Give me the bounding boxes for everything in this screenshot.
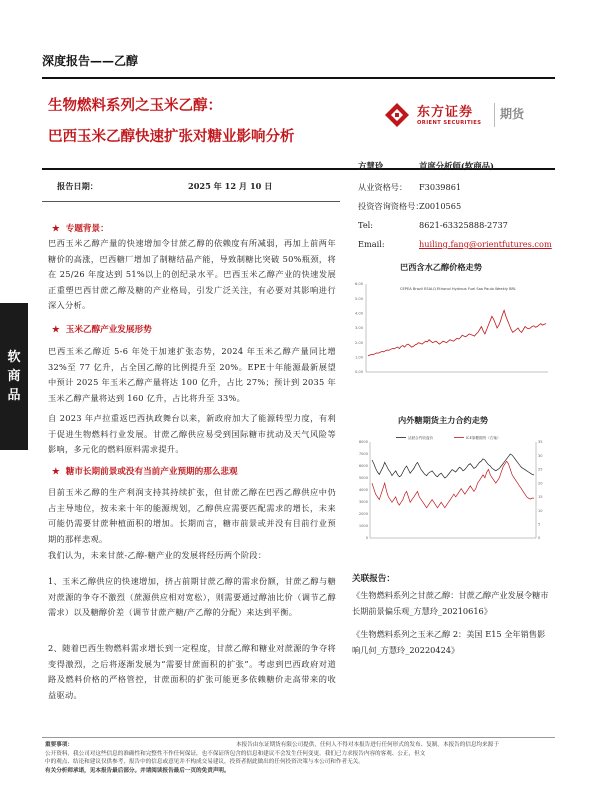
- section-industry-text-2: 自 2023 年卢拉重返巴西执政舞台以来，新政府加大了能源转型力度，有利于促进生物燃料行业发展。甘蔗乙醇供应易受到国际糖市扰动及天气风险等影响，多元化的燃料原料需求提升。: [48, 413, 336, 455]
- analyst-row-email-label: Email:: [358, 239, 385, 249]
- section-outlook-text-1: 目前玉米乙醇的生产利润支持其持续扩张，但甘蔗乙醇在巴西乙醇供应中仍占主导地位，按未来十年的能源规划，乙醇供应需要匹配需求的增长，未来可能仍需要甘蔗种植面积的增加。长期而言，糖市前景或并没有目前行业预期的那样悲观。: [48, 487, 336, 544]
- chart2-legend-b: ICE原糖期货（右轴）: [466, 436, 501, 440]
- side-tab-char: 商: [7, 369, 21, 384]
- logo-futures: 期货: [500, 107, 525, 121]
- chart2-y-tick-left: 2000: [358, 512, 368, 517]
- chart1-legend: CEPEA Brazil ESALQ Ethanol Hydrous Fuel Sao Paulo Weekly BRL: [400, 287, 517, 291]
- analyst-row-advisory-label: 投资咨询资格号：: [358, 201, 424, 211]
- analyst-row-advisory-value: Z0010565: [419, 201, 462, 211]
- logo-company-name: 东方证券: [417, 105, 474, 120]
- chart2-y-tick-right: 30: [538, 453, 543, 458]
- date-rule: [42, 201, 340, 202]
- logo-english-name: ORIENT SECURITIES: [417, 120, 482, 126]
- chart1-y-tick: 3.00: [354, 326, 363, 331]
- logo-divider: [494, 103, 495, 127]
- title-line-2: 巴西玉米乙醇快速扩张对糖业影响分析: [48, 129, 295, 145]
- chart2-y-tick-right: 20: [538, 481, 543, 486]
- chart1-y-tick: 5.00: [354, 296, 363, 301]
- chart1-y-tick: 0.00: [354, 370, 363, 375]
- section-industry-text-1: 巴西玉米乙醇近 5-6 年处于加速扩张态势，2024 年玉米乙醇产量同比增 32%至 77 亿升，占全国乙醇的比例提升至 20%。EPE十年能源最新展望中预计 2025 年玉米乙醇产量将达 100 亿升，占比 27%；预计到 2035 年玉米乙醇产量将达到 160 亿升，占比将升至 33%。: [48, 346, 336, 403]
- header-rule-top: [42, 77, 555, 79]
- chart1-ethanol-price: [348, 276, 553, 396]
- chart2-y-tick-left: 0: [365, 536, 368, 541]
- side-tab-char: 软: [7, 350, 21, 365]
- section-heading-outlook: [52, 465, 238, 477]
- chart2-y-tick-right: 10: [538, 508, 543, 513]
- star-icon: ★: [52, 224, 60, 234]
- chart2-y-tick-left: 1000: [358, 524, 368, 529]
- chart2-y-tick-left: 6000: [358, 464, 368, 469]
- analyst-row-license-value: F3039861: [419, 182, 462, 192]
- chart1-y-tick: 4.00: [354, 311, 363, 316]
- analyst-row-license-label: 从业资格号：: [358, 182, 408, 192]
- section-background-text: 巴西玉米乙醇产量的快速增加令甘蔗乙醇的依赖度有所减弱，再加上前两年糖价的高涨，巴西糖厂增加了制糖结晶产能，导致制糖比突破 50%瓶颈，将在 25/26 年度达到 51%以上的创纪录水平。巴西玉米乙醇产业的快速发展正重塑巴西甘蔗乙醇及糖的产业格局，引发广泛关注，有必要对其影响进行深入分析。: [48, 238, 336, 311]
- report-date-label: 报告日期：: [57, 181, 98, 191]
- disclaimer-line-4: 有关分析师承诺，见本报告最后部分。并请阅读报告最后一页的免责声明。: [45, 768, 230, 774]
- chart2-y-tick-right: 0: [538, 536, 541, 541]
- disclaimer-line-3: 中的观点、结论和建议仅供参考，报告中的信息或意见并不构成交易建议，投资者据此做出的任何投资决策与本公司和作者无关。: [45, 759, 364, 765]
- chart2-y-tick-left: 7000: [358, 452, 368, 457]
- chart2-sugar-futures: [348, 430, 553, 558]
- chart2-title: 内外糖期货主力合约走势: [398, 415, 489, 425]
- section-outlook-text-3: 1、玉米乙醇供应的快速增加，挤占前期甘蔗乙醇的需求份额，甘蔗乙醇与糖对蔗源的争夺不激烈（蔗源供应相对宽松），则需要通过醇油比价（调节乙醇需求）以及糖醇价差（调节甘蔗产糖/产乙醇的分配）来达到平衡。: [48, 576, 336, 618]
- chart2-y-tick-left: 3000: [358, 500, 368, 505]
- logo-emblem-icon: [382, 101, 412, 131]
- analyst-title: 首席分析师(软商品): [419, 161, 494, 171]
- chart2-y-tick-right: 5: [538, 522, 541, 527]
- chart2-y-tick-left: 8000: [358, 440, 368, 445]
- section-heading-industry: [52, 323, 152, 335]
- chart1-series-line: [368, 310, 546, 356]
- section-outlook-text-4: 2、随着巴西生物燃料需求增长到一定程度，甘蔗乙醇和糖业对蔗源的争夺将变得激烈，之后将逐渐发展为“需要甘蔗面积的扩张”。考虑到巴西政府对道路及燃料价格的严格管控，甘蔗面积的扩张可能更多依赖糖价走高带来的收益驱动。: [48, 643, 336, 700]
- chart2-series-line-b: [372, 461, 534, 508]
- section-heading-text: 专题背景：: [65, 224, 109, 234]
- chart2-y-tick-right: 15: [538, 495, 543, 500]
- chart2-legend-a: 活跃合约收盘价: [408, 436, 434, 440]
- chart1-title: 巴西含水乙醇价格走势: [400, 262, 482, 272]
- chart1-y-tick: 1.00: [354, 355, 363, 360]
- analyst-name: 方慧玲: [358, 161, 384, 171]
- chart2-y-tick-left: 5000: [358, 476, 368, 481]
- company-logo: [382, 99, 532, 135]
- chart1-y-tick: 2.00: [354, 340, 363, 345]
- section-heading-background: [52, 222, 109, 234]
- star-icon: ★: [52, 467, 60, 477]
- section-heading-text: 玉米乙醇产业发展形势: [65, 325, 152, 335]
- star-icon: ★: [52, 325, 60, 335]
- related-report-link[interactable]: 《生物燃料系列之玉米乙醇 2：美国 E15 全年销售影响几何_方慧玲_20220424》: [352, 629, 546, 655]
- analyst-email-link[interactable]: huiling.fang@orientfutures.com: [419, 239, 552, 249]
- side-tab-char: 品: [7, 388, 21, 403]
- section-outlook-text-2: 我们认为，未来甘蔗-乙醇-糖产业的发展将经历两个阶段：: [48, 550, 267, 560]
- chart2-series-line-a: [372, 454, 534, 478]
- chart1-y-tick: 6.00: [354, 282, 363, 287]
- disclaimer-line-1: 本报告由东证期货有限公司提供，任何人不得对本报告进行任何形式的发布、复制。本报告的信息均来源于: [236, 742, 499, 748]
- chart2-y-tick-right: 25: [538, 467, 543, 472]
- chart2-y-tick-left: 4000: [358, 488, 368, 493]
- report-date-value: 2025 年 12 月 10 日: [188, 181, 273, 191]
- related-report-link[interactable]: 《生物燃料系列之甘蔗乙醇：甘蔗乙醇产业发展令糖市长期前景偏乐观_方慧玲_20210616》: [352, 590, 549, 616]
- chart2-y-tick-right: 35: [538, 440, 543, 445]
- analyst-row-tel-value: 8621-63325888-2737: [419, 220, 508, 230]
- disclaimer-line-2: 公开资料，我公司对这些信息的准确性和完整性不作任何保证，也不保证所包含的信息和建议不会发生任何变更。我们已力求报告内容的客观、公正，但文: [45, 751, 426, 757]
- report-category: 深度报告——乙醇: [42, 54, 139, 68]
- footer-rule: [42, 737, 555, 738]
- section-heading-text: 糖市长期前景或没有当前产业预期的那么悲观: [65, 467, 238, 477]
- title-line-1: 生物燃料系列之玉米乙醇：: [48, 98, 222, 114]
- disclaimer-heading: 重要事项：: [45, 742, 73, 748]
- side-tab-soft-commodities: [0, 303, 28, 450]
- analyst-row-tel-label: Tel:: [358, 220, 374, 230]
- related-heading: 关联报告：: [352, 574, 395, 584]
